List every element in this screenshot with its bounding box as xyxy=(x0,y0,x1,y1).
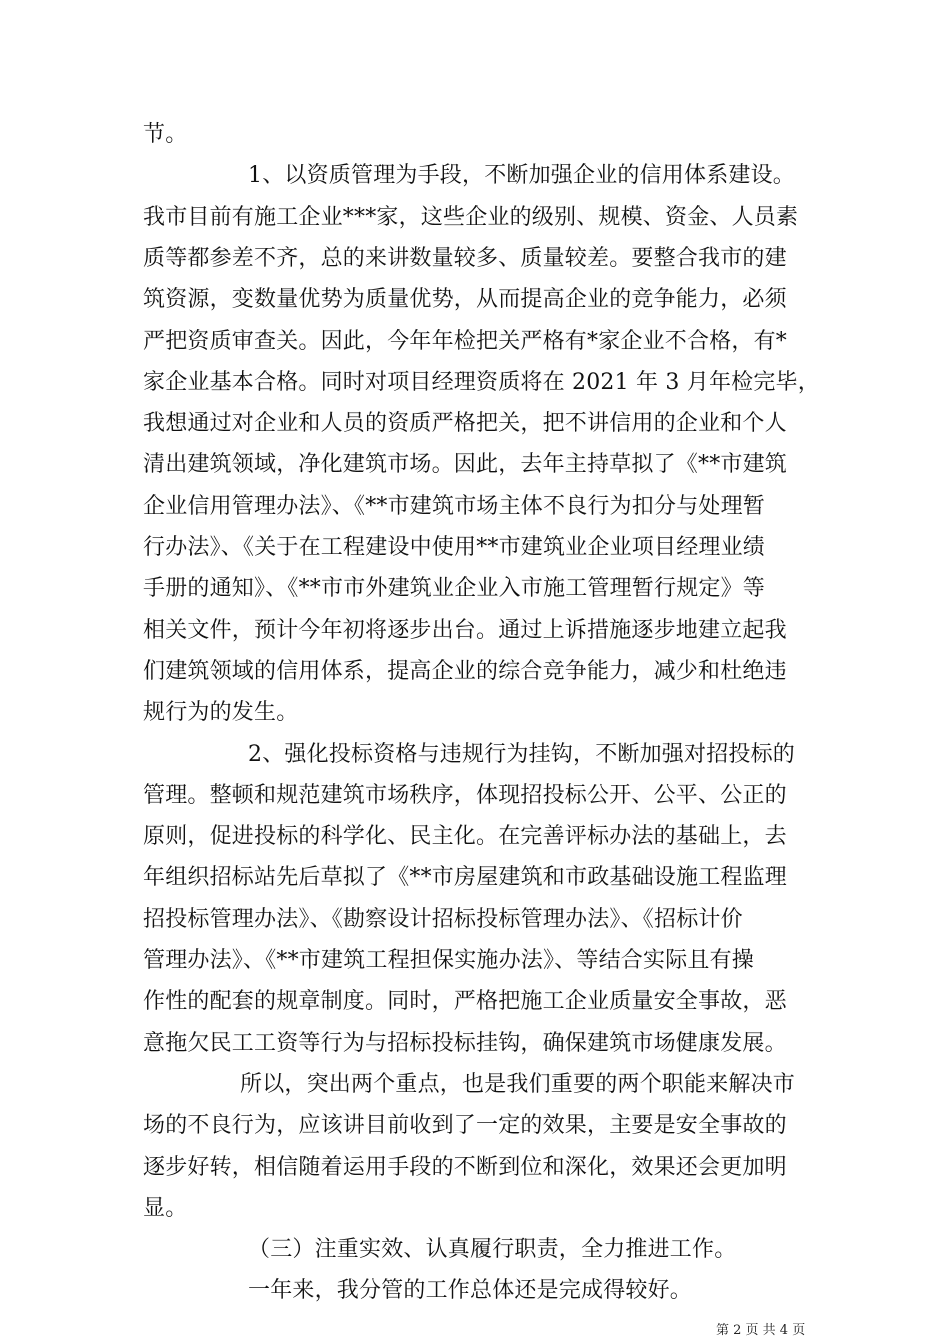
text-line: 年组织招标站先后草拟了《**市房屋建筑和市政基础设施工程监理 xyxy=(143,865,788,890)
text-line: 管理办法》、《**市建筑工程担保实施办法》、等结合实际且有操 xyxy=(143,948,755,973)
text-line: 1、以资质管理为手段，不断加强企业的信用体系建设。 xyxy=(248,163,795,188)
page-number-footer: 第 2 页 共 4 页 xyxy=(716,1323,806,1338)
text-line: 严把资质审查关。因此，今年年检把关严格有*家企业不合格，有* xyxy=(143,329,788,354)
text-line: 我想通过对企业和人员的资质严格把关，把不讲信用的企业和个人 xyxy=(143,411,787,436)
text-line: 原则，促进投标的科学化、民主化。在完善评标办法的基础上，去 xyxy=(143,824,787,849)
text-line: 相关文件，预计今年初将逐步出台。通过上诉措施逐步地建立起我 xyxy=(143,618,787,643)
text-line: （三）注重实效、认真履行职责，全力推进工作。 xyxy=(248,1237,737,1262)
text-line: 招投标管理办法》、《勘察设计招标投标管理办法》、《招标计价 xyxy=(143,907,743,932)
text-line: 手册的通知》、《**市市外建筑业企业入市施工管理暂行规定》等 xyxy=(143,576,766,601)
text-line: 行办法》、《关于在工程建设中使用**市建筑业企业项目经理业绩 xyxy=(143,535,766,560)
text-line: 所以，突出两个重点，也是我们重要的两个职能来解决市 xyxy=(240,1072,796,1097)
text-line: 质等都参差不齐，总的来讲数量较多、质量较差。要整合我市的建 xyxy=(143,246,787,271)
text-line: 清出建筑领域，净化建筑市场。因此，去年主持草拟了《**市建筑 xyxy=(143,452,788,477)
text-line: 场的不良行为，应该讲目前收到了一定的效果，主要是安全事故的 xyxy=(143,1113,787,1138)
text-line: 节。 xyxy=(143,122,188,147)
text-line: 显。 xyxy=(143,1196,188,1221)
text-line: 规行为的发生。 xyxy=(143,700,299,725)
text-line: 2、强化投标资格与违规行为挂钩，不断加强对招投标的 xyxy=(248,742,795,767)
text-line: 们建筑领域的信用体系，提高企业的综合竞争能力，减少和杜绝违 xyxy=(143,659,787,684)
text-line: 一年来，我分管的工作总体还是完成得较好。 xyxy=(248,1278,693,1303)
text-line: 筑资源，变数量优势为质量优势，从而提高企业的竞争能力，必须 xyxy=(143,287,787,312)
text-line: 管理。整顿和规范建筑市场秩序，体现招投标公开、公平、公正的 xyxy=(143,783,787,808)
text-line: 逐步好转，相信随着运用手段的不断到位和深化，效果还会更加明 xyxy=(143,1155,787,1180)
text-line: 企业信用管理办法》、《**市建筑市场主体不良行为扣分与处理暂 xyxy=(143,494,766,519)
text-line: 家企业基本合格。同时对项目经理资质将在 2021 年 3 月年检完毕， xyxy=(143,370,820,395)
text-line: 我市目前有施工企业***家，这些企业的级别、规模、资金、人员素 xyxy=(143,205,799,230)
text-line: 作性的配套的规章制度。同时，严格把施工企业质量安全事故，恶 xyxy=(143,989,787,1014)
text-line: 意拖欠民工工资等行为与招标投标挂钩，确保建筑市场健康发展。 xyxy=(143,1031,787,1056)
